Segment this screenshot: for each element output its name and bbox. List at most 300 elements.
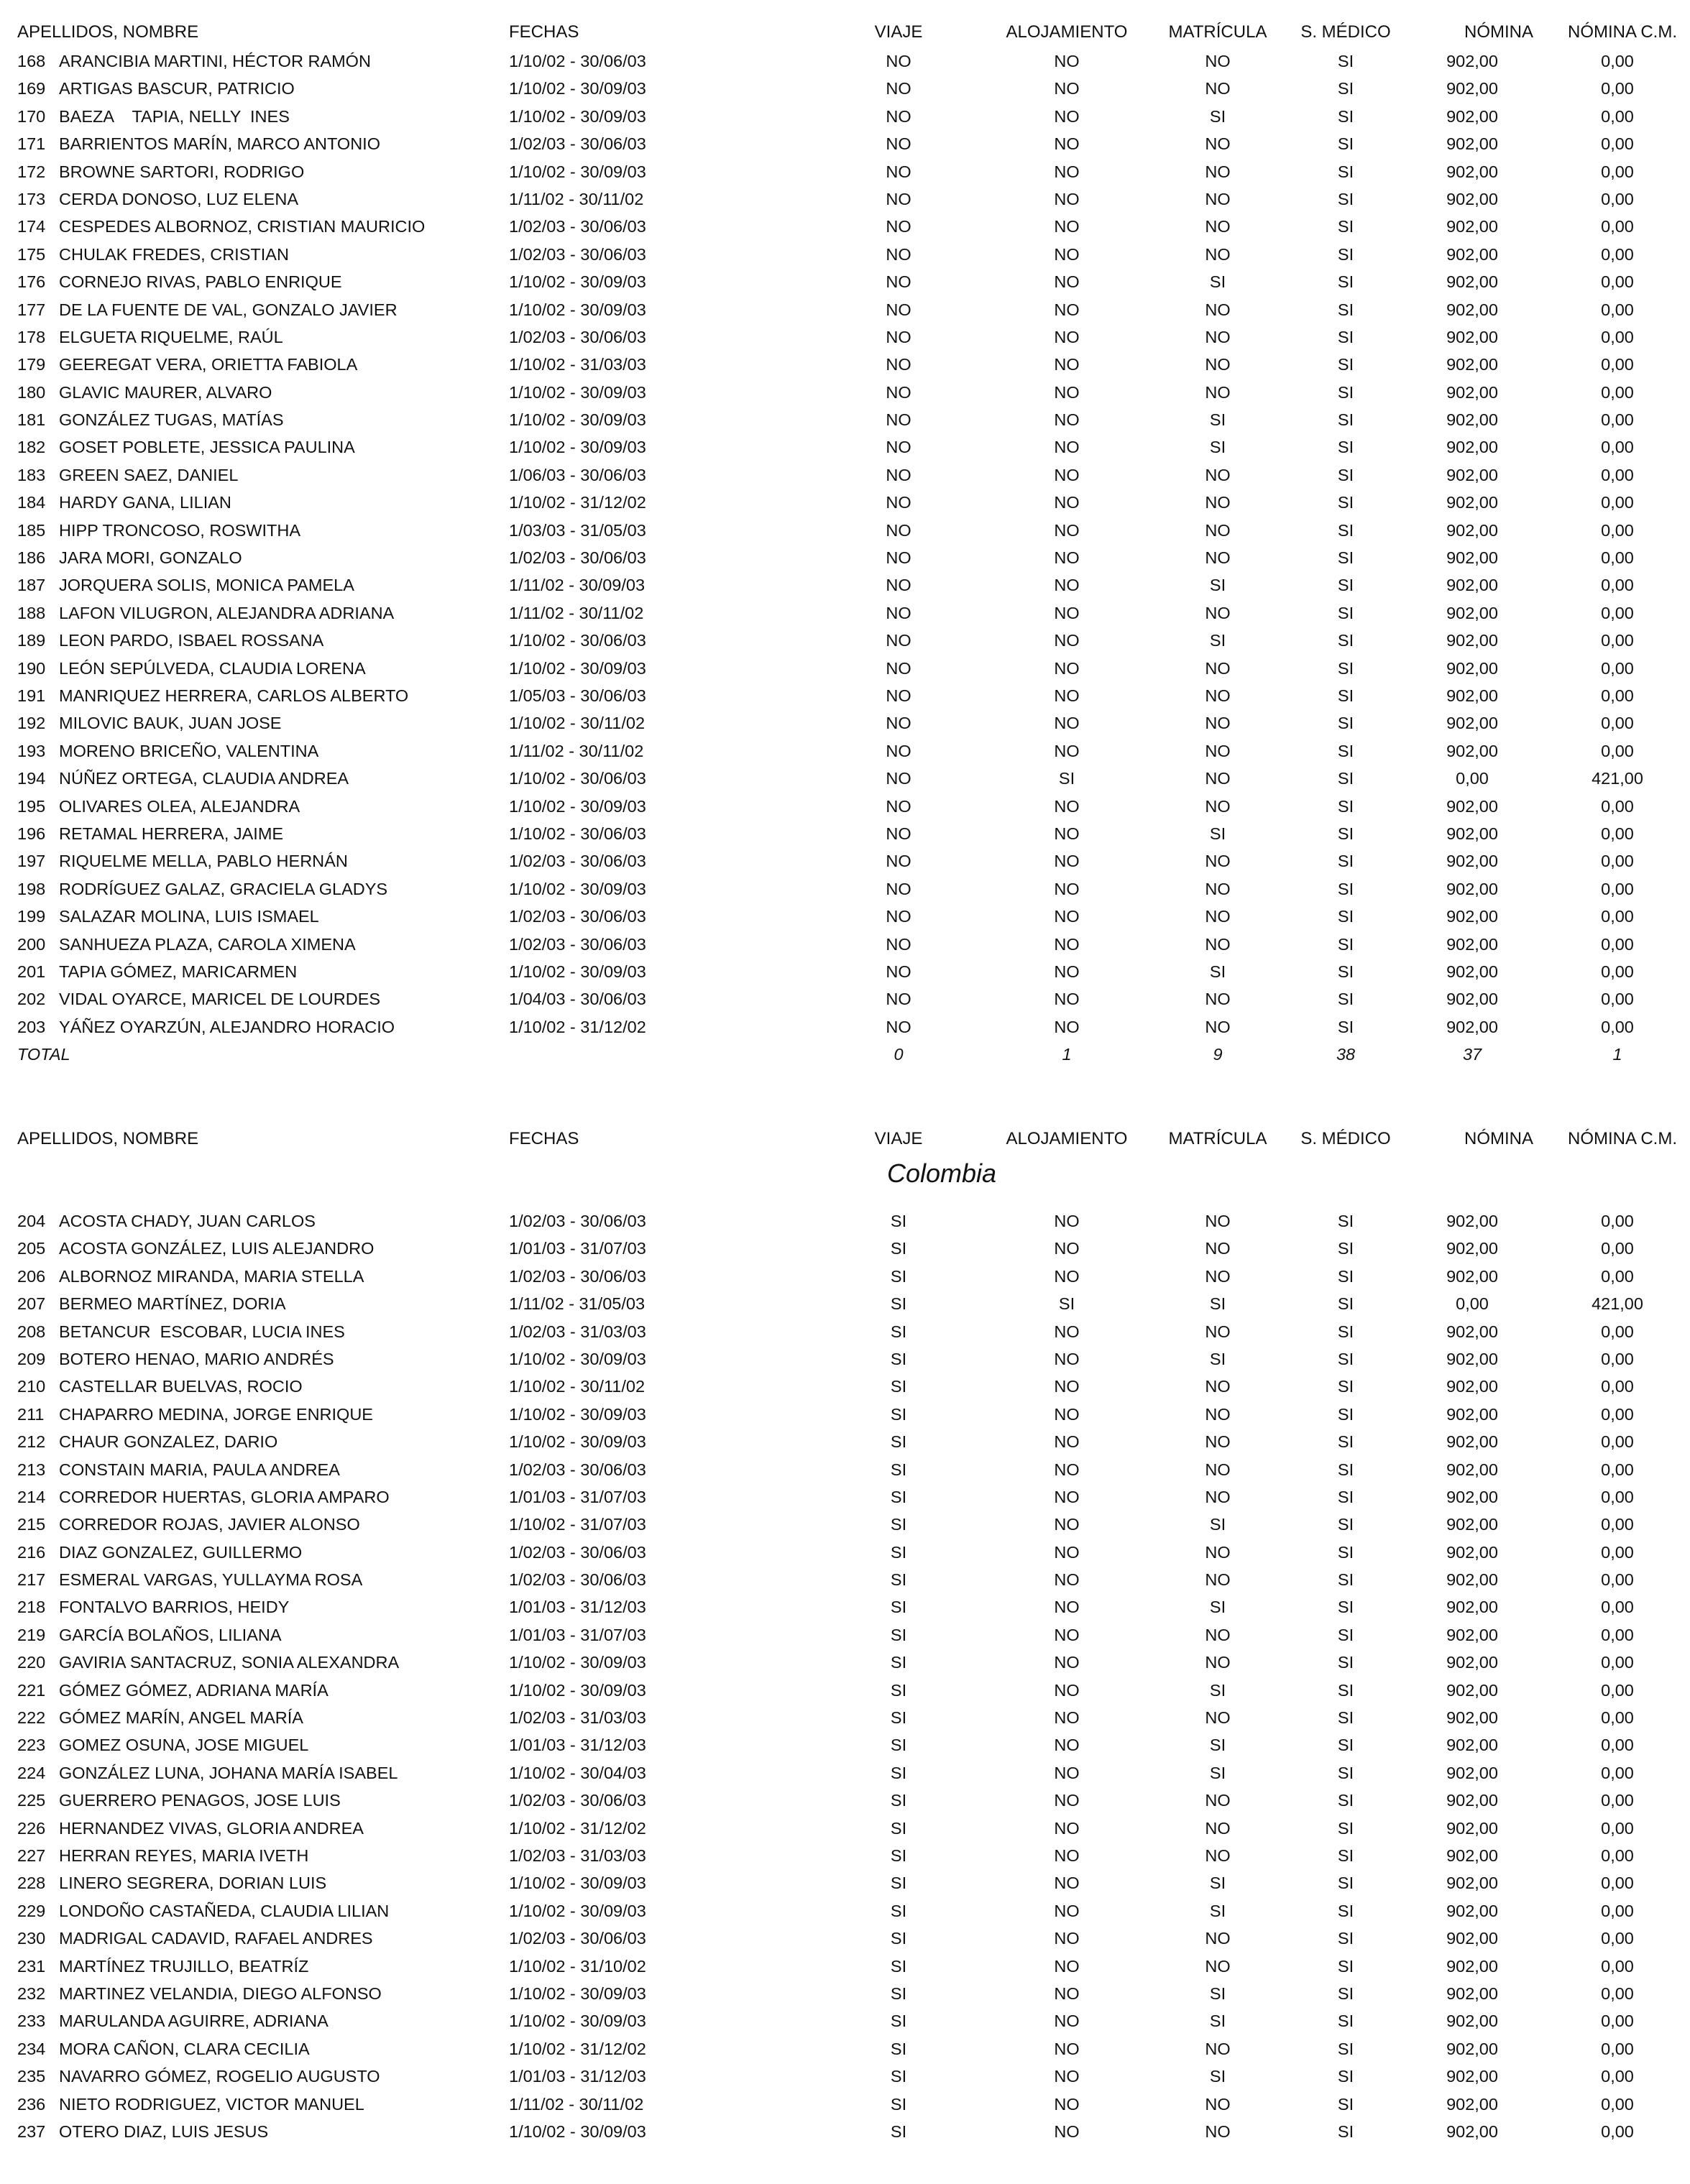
full-name: HIPP TRONCOSO, ROSWITHA bbox=[59, 520, 300, 540]
cell-fechas: 1/02/03 - 31/03/03 bbox=[509, 1846, 646, 1865]
table-row: 232 MARTINEZ VELANDIA, DIEGO ALFONSO 1/10/02 - 30/09/03 SI NO SI SI 902,00 0,00 bbox=[0, 1980, 1690, 2007]
row-number: 192 bbox=[17, 714, 46, 733]
cell-name bbox=[17, 1980, 382, 2007]
full-name: FONTALVO BARRIOS, HEIDY bbox=[59, 1598, 290, 1617]
row-number: 190 bbox=[17, 658, 46, 678]
full-name: GÓMEZ MARÍN, ANGEL MARÍA bbox=[59, 1708, 303, 1728]
row-number: 172 bbox=[17, 162, 46, 181]
table-row: 193 MORENO BRICEÑO, VALENTINA 1/11/02 - 30/11/02 NO NO NO SI 902,00 0,00 bbox=[0, 737, 1690, 765]
row-number: 214 bbox=[17, 1487, 46, 1506]
cell-fechas: 1/01/03 - 31/12/03 bbox=[509, 1598, 646, 1617]
cell-fechas: 1/10/02 - 30/09/03 bbox=[509, 79, 646, 98]
full-name: HERNANDEZ VIVAS, GLORIA ANDREA bbox=[59, 1818, 364, 1838]
cell-name bbox=[17, 323, 283, 351]
header-fechas: FECHAS bbox=[509, 1129, 579, 1148]
cell-fechas: 1/02/03 - 30/06/03 bbox=[509, 907, 646, 926]
table-row: 191 MANRIQUEZ HERRERA, CARLOS ALBERTO 1/05/03 - 30/06/03 NO NO NO SI 902,00 0,00 bbox=[0, 682, 1690, 709]
cell-fechas: 1/02/03 - 30/06/03 bbox=[509, 1542, 646, 1562]
cell-fechas: 1/11/02 - 30/09/03 bbox=[509, 576, 646, 595]
full-name: ARANCIBIA MARTINI, HÉCTOR RAMÓN bbox=[59, 52, 371, 70]
cell-name bbox=[17, 765, 349, 792]
cell-name bbox=[17, 268, 342, 295]
cell-name bbox=[17, 517, 300, 544]
full-name: LEÓN SEPÚLVEDA, CLAUDIA LORENA bbox=[59, 658, 366, 678]
table-row: 220 GAVIRIA SANTACRUZ, SONIA ALEXANDRA 1/10/02 - 30/09/03 SI NO NO SI 902,00 0,00 bbox=[0, 1649, 1690, 1676]
full-name: BETANCUR ESCOBAR, LUCIA INES bbox=[59, 1322, 345, 1341]
table-row: 230 MADRIGAL CADAVID, RAFAEL ANDRES 1/02/03 - 30/06/03 SI NO NO SI 902,00 0,00 bbox=[0, 1925, 1690, 1952]
full-name: YÁÑEZ OYARZÚN, ALEJANDRO HORACIO bbox=[59, 1017, 395, 1036]
row-number: 182 bbox=[17, 438, 46, 457]
table-row: 175 CHULAK FREDES, CRISTIAN 1/02/03 - 30/06/03 NO NO NO SI 902,00 0,00 bbox=[0, 241, 1690, 268]
row-number: 179 bbox=[17, 355, 46, 374]
row-number: 194 bbox=[17, 769, 46, 788]
cell-name bbox=[17, 571, 354, 599]
table-row: 168 ARANCIBIA MARTINI, HÉCTOR RAMÓN 1/10/02 - 30/06/03 NO NO NO SI 902,00 0,00 bbox=[0, 47, 1690, 75]
full-name: CHULAK FREDES, CRISTIAN bbox=[59, 244, 289, 264]
full-name: GOMEZ OSUNA, JOSE MIGUEL bbox=[59, 1736, 309, 1755]
full-name: SANHUEZA PLAZA, CAROLA XIMENA bbox=[59, 934, 356, 954]
full-name: GÓMEZ GÓMEZ, ADRIANA MARÍA bbox=[59, 1680, 329, 1700]
table-row: 185 HIPP TRONCOSO, ROSWITHA 1/03/03 - 31/05/03 NO NO NO SI 902,00 0,00 bbox=[0, 517, 1690, 544]
table-row: 196 RETAMAL HERRERA, JAIME 1/10/02 - 30/06/03 NO NO SI SI 902,00 0,00 bbox=[0, 820, 1690, 847]
table-row: 224 GONZÁLEZ LUNA, JOHANA MARÍA ISABEL 1/10/02 - 30/04/03 SI NO SI SI 902,00 0,00 bbox=[0, 1759, 1690, 1787]
row-number: 231 bbox=[17, 1956, 46, 1976]
cell-name bbox=[17, 1897, 389, 1925]
row-number: 234 bbox=[17, 2039, 46, 2058]
cell-name bbox=[17, 1759, 398, 1787]
table-row: 216 DIAZ GONZALEZ, GUILLERMO 1/02/03 - 30/06/03 SI NO NO SI 902,00 0,00 bbox=[0, 1539, 1690, 1566]
cell-fechas: 1/02/03 - 30/06/03 bbox=[509, 1791, 646, 1810]
row-number: 187 bbox=[17, 576, 46, 595]
cell-fechas: 1/02/03 - 30/06/03 bbox=[509, 1929, 646, 1948]
row-number: 178 bbox=[17, 327, 46, 346]
cell-name bbox=[17, 103, 290, 130]
full-name: GEEREGAT VERA, ORIETTA FABIOLA bbox=[59, 355, 358, 374]
country-name: Colombia bbox=[887, 1158, 997, 1188]
cell-name bbox=[17, 185, 298, 213]
total-label: TOTAL bbox=[17, 1045, 70, 1064]
full-name: BROWNE SARTORI, RODRIGO bbox=[59, 162, 305, 181]
cell-fechas: 1/11/02 - 31/05/03 bbox=[509, 1294, 646, 1314]
table-row: 212 CHAUR GONZALEZ, DARIO 1/10/02 - 30/09/03 SI NO NO SI 902,00 0,00 bbox=[0, 1428, 1690, 1455]
row-number: 199 bbox=[17, 907, 46, 926]
table-row: 178 ELGUETA RIQUELME, RAÚL 1/02/03 - 30/06/03 NO NO NO SI 902,00 0,00 bbox=[0, 323, 1690, 351]
total-row: TOTAL 0 1 9 38 37 1 bbox=[0, 1041, 1690, 1068]
full-name: CASTELLAR BUELVAS, ROCIO bbox=[59, 1377, 303, 1396]
full-name: MARULANDA AGUIRRE, ADRIANA bbox=[59, 2012, 329, 2031]
cell-fechas: 1/10/02 - 31/12/02 bbox=[509, 1818, 646, 1838]
full-name: ACOSTA GONZÁLEZ, LUIS ALEJANDRO bbox=[59, 1239, 375, 1258]
full-name: DIAZ GONZALEZ, GUILLERMO bbox=[59, 1542, 303, 1562]
table-row: 234 MORA CAÑON, CLARA CECILIA 1/10/02 - 31/12/02 SI NO NO SI 902,00 0,00 bbox=[0, 2035, 1690, 2063]
cell-fechas: 1/10/02 - 30/11/02 bbox=[509, 714, 646, 733]
full-name: ACOSTA CHADY, JUAN CARLOS bbox=[59, 1212, 316, 1230]
cell-fechas: 1/02/03 - 30/06/03 bbox=[509, 1460, 646, 1479]
cell-fechas: 1/02/03 - 30/06/03 bbox=[509, 852, 646, 871]
cell-name bbox=[17, 958, 297, 985]
row-number: 213 bbox=[17, 1460, 46, 1479]
full-name: SALAZAR MOLINA, LUIS ISMAEL bbox=[59, 907, 319, 926]
cell-fechas: 1/10/02 - 30/09/03 bbox=[509, 410, 646, 430]
table-row: 218 FONTALVO BARRIOS, HEIDY 1/01/03 - 31/12/03 SI NO SI SI 902,00 0,00 bbox=[0, 1593, 1690, 1621]
cell-name bbox=[17, 599, 394, 627]
table-row: 210 CASTELLAR BUELVAS, ROCIO 1/10/02 - 30/11/02 SI NO NO SI 902,00 0,00 bbox=[0, 1373, 1690, 1400]
table-row: 172 BROWNE SARTORI, RODRIGO 1/10/02 - 30/09/03 NO NO NO SI 902,00 0,00 bbox=[0, 158, 1690, 185]
full-name: LEON PARDO, ISBAEL ROSSANA bbox=[59, 631, 324, 650]
cell-fechas: 1/02/03 - 30/06/03 bbox=[509, 134, 646, 154]
row-number: 177 bbox=[17, 300, 46, 319]
row-number: 235 bbox=[17, 2067, 46, 2086]
table-row: 181 GONZÁLEZ TUGAS, MATÍAS 1/10/02 - 30/09/03 NO NO SI SI 902,00 0,00 bbox=[0, 406, 1690, 433]
row-number: 222 bbox=[17, 1708, 46, 1728]
cell-fechas: 1/10/02 - 30/11/02 bbox=[509, 1377, 646, 1396]
table-section-2 bbox=[0, 1125, 1690, 2145]
cell-name bbox=[17, 709, 281, 737]
full-name: MORA CAÑON, CLARA CECILIA bbox=[59, 2039, 310, 2058]
table-row: 173 CERDA DONOSO, LUZ ELENA 1/11/02 - 30/11/02 NO NO NO SI 902,00 0,00 bbox=[0, 185, 1690, 213]
full-name: JARA MORI, GONZALO bbox=[59, 548, 242, 568]
full-name: ARTIGAS BASCUR, PATRICIO bbox=[59, 79, 295, 98]
cell-name bbox=[17, 1677, 329, 1704]
row-number: 196 bbox=[17, 824, 46, 843]
cell-fechas: 1/10/02 - 31/07/03 bbox=[509, 1515, 646, 1534]
cell-name bbox=[17, 241, 289, 268]
cell-name bbox=[17, 2035, 310, 2063]
table-row: 235 NAVARRO GÓMEZ, ROGELIO AUGUSTO 1/01/03 - 31/12/03 SI NO SI SI 902,00 0,00 bbox=[0, 2063, 1690, 2090]
cell-name bbox=[17, 931, 356, 958]
table-row: 187 JORQUERA SOLIS, MONICA PAMELA 1/11/02 - 30/09/03 NO NO SI SI 902,00 0,00 bbox=[0, 571, 1690, 599]
cell-fechas: 1/10/02 - 30/09/03 bbox=[509, 1349, 646, 1368]
country-heading bbox=[0, 1154, 1690, 1207]
cell-name bbox=[17, 655, 366, 682]
table-row: 228 LINERO SEGRERA, DORIAN LUIS 1/10/02 - 30/09/03 SI NO SI SI 902,00 0,00 bbox=[0, 1869, 1690, 1897]
row-number: 169 bbox=[17, 79, 46, 98]
cell-name bbox=[17, 489, 231, 516]
cell-fechas: 1/10/02 - 30/09/03 bbox=[509, 962, 646, 981]
full-name: GREEN SAEZ, DANIEL bbox=[59, 465, 239, 484]
table-row: 201 TAPIA GÓMEZ, MARICARMEN 1/10/02 - 30/09/03 NO NO SI SI 902,00 0,00 bbox=[0, 958, 1690, 985]
table-row: 182 GOSET POBLETE, JESSICA PAULINA 1/10/02 - 30/09/03 NO NO SI SI 902,00 0,00 bbox=[0, 433, 1690, 461]
row-number: 186 bbox=[17, 548, 46, 568]
cell-name bbox=[17, 682, 408, 709]
row-number: 202 bbox=[17, 990, 46, 1009]
cell-fechas: 1/11/02 - 30/11/02 bbox=[509, 2094, 644, 2114]
row-number: 168 bbox=[17, 52, 46, 70]
cell-name bbox=[17, 903, 319, 930]
full-name: JORQUERA SOLIS, MONICA PAMELA bbox=[59, 576, 354, 595]
cell-fechas: 1/06/03 - 30/06/03 bbox=[509, 465, 646, 484]
full-name: CERDA DONOSO, LUZ ELENA bbox=[59, 189, 298, 208]
full-name: GARCÍA BOLAÑOS, LILIANA bbox=[59, 1625, 282, 1644]
cell-fechas: 1/02/03 - 30/06/03 bbox=[509, 217, 646, 236]
cell-fechas: 1/10/02 - 30/09/03 bbox=[509, 2121, 646, 2141]
full-name: MARTÍNEZ TRUJILLO, BEATRÍZ bbox=[59, 1956, 309, 1976]
table-row: 180 GLAVIC MAURER, ALVARO 1/10/02 - 30/09/03 NO NO NO SI 902,00 0,00 bbox=[0, 379, 1690, 406]
row-number: 188 bbox=[17, 603, 46, 622]
cell-name bbox=[17, 1953, 308, 1980]
cell-fechas: 1/01/03 - 31/07/03 bbox=[509, 1625, 646, 1644]
table-row: 192 MILOVIC BAUK, JUAN JOSE 1/10/02 - 30/11/02 NO NO NO SI 902,00 0,00 bbox=[0, 709, 1690, 737]
full-name: RETAMAL HERRERA, JAIME bbox=[59, 824, 284, 843]
cell-fechas: 1/10/02 - 30/06/03 bbox=[509, 631, 646, 650]
row-number: 221 bbox=[17, 1680, 46, 1700]
table-row: 237 OTERO DIAZ, LUIS JESUS 1/10/02 - 30/09/03 SI NO NO SI 902,00 0,00 bbox=[0, 2118, 1690, 2145]
cell-fechas: 1/11/02 - 30/11/02 bbox=[509, 741, 644, 760]
row-number: 170 bbox=[17, 106, 46, 126]
cell-fechas: 1/10/02 - 30/09/03 bbox=[509, 162, 646, 181]
table-row: 214 CORREDOR HUERTAS, GLORIA AMPARO 1/01/03 - 31/07/03 SI NO NO SI 902,00 0,00 bbox=[0, 1483, 1690, 1511]
cell-fechas: 1/10/02 - 30/06/03 bbox=[509, 52, 646, 70]
table-row: 188 LAFON VILUGRON, ALEJANDRA ADRIANA 1/11/02 - 30/11/02 NO NO NO SI 902,00 0,00 bbox=[0, 599, 1690, 627]
table-row: 223 GOMEZ OSUNA, JOSE MIGUEL 1/01/03 - 31/12/03 SI NO SI SI 902,00 0,00 bbox=[0, 1731, 1690, 1759]
cell-name bbox=[17, 379, 272, 406]
cell-fechas: 1/10/02 - 30/09/03 bbox=[509, 1874, 646, 1893]
row-number: 236 bbox=[17, 2094, 46, 2114]
cell-name bbox=[17, 2091, 364, 2118]
table-row: 205 ACOSTA GONZÁLEZ, LUIS ALEJANDRO 1/01/03 - 31/07/03 SI NO NO SI 902,00 0,00 bbox=[0, 1235, 1690, 1262]
cell-name bbox=[17, 1815, 364, 1842]
row-number: 193 bbox=[17, 741, 46, 760]
cell-name bbox=[17, 75, 295, 102]
cell-name bbox=[17, 47, 371, 75]
cell-fechas: 1/05/03 - 30/06/03 bbox=[509, 686, 646, 705]
table-row: 203 YÁÑEZ OYARZÚN, ALEJANDRO HORACIO 1/10/02 - 31/12/02 NO NO NO SI 902,00 0,00 bbox=[0, 1013, 1690, 1041]
full-name: NÚÑEZ ORTEGA, CLAUDIA ANDREA bbox=[59, 769, 349, 788]
row-number: 223 bbox=[17, 1736, 46, 1755]
table-body bbox=[0, 47, 1690, 1041]
row-number: 175 bbox=[17, 244, 46, 264]
cell-fechas: 1/10/02 - 30/09/03 bbox=[509, 1404, 646, 1424]
table-row: 231 MARTÍNEZ TRUJILLO, BEATRÍZ 1/10/02 - 31/10/02 SI NO NO SI 902,00 0,00 bbox=[0, 1953, 1690, 1980]
table-row: 211 CHAPARRO MEDINA, JORGE ENRIQUE 1/10/02 - 30/09/03 SI NO NO SI 902,00 0,00 bbox=[0, 1401, 1690, 1428]
full-name: CHAUR GONZALEZ, DARIO bbox=[59, 1432, 278, 1452]
cell-fechas: 1/04/03 - 30/06/03 bbox=[509, 990, 646, 1009]
cell-name bbox=[17, 544, 242, 571]
row-number: 207 bbox=[17, 1294, 46, 1314]
cell-name bbox=[17, 875, 387, 903]
full-name: MANRIQUEZ HERRERA, CARLOS ALBERTO bbox=[59, 686, 409, 705]
header-fechas: FECHAS bbox=[509, 22, 579, 42]
row-number: 198 bbox=[17, 879, 46, 898]
header-apellidos: APELLIDOS, NOMBRE bbox=[17, 1129, 199, 1148]
cell-fechas: 1/02/03 - 31/03/03 bbox=[509, 1708, 646, 1728]
row-number: 230 bbox=[17, 1929, 46, 1948]
cell-fechas: 1/10/02 - 31/12/02 bbox=[509, 2039, 646, 2058]
cell-name bbox=[17, 158, 304, 185]
table-body bbox=[0, 1207, 1690, 2145]
cell-fechas: 1/10/02 - 30/06/03 bbox=[509, 824, 646, 843]
full-name: TAPIA GÓMEZ, MARICARMEN bbox=[59, 962, 298, 981]
cell-name bbox=[17, 1566, 362, 1593]
cell-fechas: 1/02/03 - 30/06/03 bbox=[509, 327, 646, 346]
full-name: NIETO RODRIGUEZ, VICTOR MANUEL bbox=[59, 2094, 364, 2114]
cell-name bbox=[17, 1925, 373, 1952]
full-name: MORENO BRICEÑO, VALENTINA bbox=[59, 741, 319, 760]
row-number: 220 bbox=[17, 1653, 46, 1672]
row-number: 219 bbox=[17, 1625, 46, 1644]
cell-fechas: 1/10/02 - 30/09/03 bbox=[509, 879, 646, 898]
row-number: 224 bbox=[17, 1763, 46, 1782]
full-name: MARTINEZ VELANDIA, DIEGO ALFONSO bbox=[59, 1983, 382, 2003]
row-number: 215 bbox=[17, 1515, 46, 1534]
cell-name bbox=[17, 2063, 380, 2090]
row-number: 204 bbox=[17, 1212, 46, 1230]
cell-name bbox=[17, 737, 318, 765]
full-name: GOSET POBLETE, JESSICA PAULINA bbox=[59, 438, 355, 457]
cell-fechas: 1/10/02 - 31/10/02 bbox=[509, 1956, 646, 1976]
cell-name bbox=[17, 1621, 282, 1649]
full-name: BAEZA TAPIA, NELLY INES bbox=[59, 106, 290, 126]
table-row: 208 BETANCUR ESCOBAR, LUCIA INES 1/02/03 - 31/03/03 SI NO NO SI 902,00 0,00 bbox=[0, 1318, 1690, 1345]
cell-name bbox=[17, 1401, 373, 1428]
row-number: 212 bbox=[17, 1432, 46, 1452]
row-number: 173 bbox=[17, 189, 46, 208]
cell-name bbox=[17, 1456, 340, 1483]
cell-name bbox=[17, 1511, 360, 1538]
cell-name bbox=[17, 1373, 303, 1400]
cell-name bbox=[17, 1345, 334, 1373]
table-row: 219 GARCÍA BOLAÑOS, LILIANA 1/01/03 - 31/07/03 SI NO NO SI 902,00 0,00 bbox=[0, 1621, 1690, 1649]
table-row: 215 CORREDOR ROJAS, JAVIER ALONSO 1/10/02 - 31/07/03 SI NO SI SI 902,00 0,00 bbox=[0, 1511, 1690, 1538]
table-row: 171 BARRIENTOS MARÍN, MARCO ANTONIO 1/02/03 - 30/06/03 NO NO NO SI 902,00 0,00 bbox=[0, 130, 1690, 157]
full-name: NAVARRO GÓMEZ, ROGELIO AUGUSTO bbox=[59, 2067, 380, 2086]
row-number: 211 bbox=[17, 1404, 45, 1424]
cell-name bbox=[17, 1013, 395, 1041]
cell-name bbox=[17, 1318, 345, 1345]
cell-fechas: 1/02/03 - 30/06/03 bbox=[509, 548, 646, 568]
cell-name bbox=[17, 130, 380, 157]
table-row: 190 LEÓN SEPÚLVEDA, CLAUDIA LORENA 1/10/02 - 30/09/03 NO NO NO SI 902,00 0,00 bbox=[0, 655, 1690, 682]
row-number: 183 bbox=[17, 465, 46, 484]
full-name: GLAVIC MAURER, ALVARO bbox=[59, 382, 272, 402]
cell-name bbox=[17, 1290, 286, 1317]
cell-name bbox=[17, 1787, 341, 1814]
table-row: 195 OLIVARES OLEA, ALEJANDRA 1/10/02 - 30/09/03 NO NO NO SI 902,00 0,00 bbox=[0, 793, 1690, 820]
row-number: 205 bbox=[17, 1239, 46, 1258]
full-name: LINERO SEGRERA, DORIAN LUIS bbox=[59, 1874, 327, 1893]
table-row: 183 GREEN SAEZ, DANIEL 1/06/03 - 30/06/03 NO NO NO SI 902,00 0,00 bbox=[0, 461, 1690, 489]
cell-fechas: 1/10/02 - 30/09/03 bbox=[509, 272, 646, 292]
table-row: 194 NÚÑEZ ORTEGA, CLAUDIA ANDREA 1/10/02 - 30/06/03 NO SI NO SI 0,00 421,00 bbox=[0, 765, 1690, 792]
full-name: OTERO DIAZ, LUIS JESUS bbox=[59, 2121, 269, 2141]
cell-fechas: 1/10/02 - 30/09/03 bbox=[509, 2012, 646, 2031]
cell-fechas: 1/10/02 - 31/12/02 bbox=[509, 1017, 646, 1036]
cell-fechas: 1/10/02 - 30/09/03 bbox=[509, 382, 646, 402]
row-number: 210 bbox=[17, 1377, 46, 1396]
table-row: 221 GÓMEZ GÓMEZ, ADRIANA MARÍA 1/10/02 - 30/09/03 SI NO SI SI 902,00 0,00 bbox=[0, 1677, 1690, 1704]
cell-fechas: 1/10/02 - 30/09/03 bbox=[509, 796, 646, 816]
full-name: CESPEDES ALBORNOZ, CRISTIAN MAURICIO bbox=[59, 217, 426, 236]
table-row: 176 CORNEJO RIVAS, PABLO ENRIQUE 1/10/02 - 30/09/03 NO NO SI SI 902,00 0,00 bbox=[0, 268, 1690, 295]
cell-name bbox=[17, 985, 380, 1013]
cell-fechas: 1/10/02 - 30/09/03 bbox=[509, 1901, 646, 1920]
full-name: BOTERO HENAO, MARIO ANDRÉS bbox=[59, 1349, 334, 1368]
cell-fechas: 1/02/03 - 30/06/03 bbox=[509, 1570, 646, 1590]
full-name: GAVIRIA SANTACRUZ, SONIA ALEXANDRA bbox=[59, 1653, 400, 1672]
row-number: 216 bbox=[17, 1542, 46, 1562]
cell-name bbox=[17, 1235, 374, 1262]
full-name: BERMEO MARTÍNEZ, DORIA bbox=[59, 1294, 286, 1314]
table-row: 213 CONSTAIN MARIA, PAULA ANDREA 1/02/03 - 30/06/03 SI NO NO SI 902,00 0,00 bbox=[0, 1456, 1690, 1483]
full-name: DE LA FUENTE DE VAL, GONZALO JAVIER bbox=[59, 300, 398, 319]
table-row: 204 ACOSTA CHADY, JUAN CARLOS 1/02/03 - 30/06/03 SI NO NO SI 902,00 0,00 bbox=[0, 1207, 1690, 1235]
full-name: ALBORNOZ MIRANDA, MARIA STELLA bbox=[59, 1266, 364, 1286]
row-number: 229 bbox=[17, 1901, 46, 1920]
cell-name bbox=[17, 1731, 308, 1759]
full-name: LONDOÑO CASTAÑEDA, CLAUDIA LILIAN bbox=[59, 1901, 390, 1920]
table-row: 174 CESPEDES ALBORNOZ, CRISTIAN MAURICIO 1/02/03 - 30/06/03 NO NO NO SI 902,00 0,00 bbox=[0, 213, 1690, 240]
row-number: 195 bbox=[17, 796, 46, 816]
cell-fechas: 1/02/03 - 30/06/03 bbox=[509, 244, 646, 264]
cell-name bbox=[17, 2007, 329, 2035]
row-number: 191 bbox=[17, 686, 46, 705]
row-number: 200 bbox=[17, 934, 46, 954]
cell-name bbox=[17, 351, 357, 378]
cell-name bbox=[17, 1649, 399, 1676]
cell-fechas: 1/10/02 - 30/09/03 bbox=[509, 106, 646, 126]
row-number: 209 bbox=[17, 1349, 46, 1368]
full-name: ELGUETA RIQUELME, RAÚL bbox=[59, 327, 283, 346]
cell-name bbox=[17, 1428, 277, 1455]
cell-fechas: 1/10/02 - 30/09/03 bbox=[509, 658, 646, 678]
table-row: 202 VIDAL OYARCE, MARICEL DE LOURDES 1/04/03 - 30/06/03 NO NO NO SI 902,00 0,00 bbox=[0, 985, 1690, 1013]
table-row: 206 ALBORNOZ MIRANDA, MARIA STELLA 1/02/03 - 30/06/03 SI NO NO SI 902,00 0,00 bbox=[0, 1263, 1690, 1290]
row-number: 185 bbox=[17, 520, 46, 540]
cell-name bbox=[17, 820, 283, 847]
full-name: CORNEJO RIVAS, PABLO ENRIQUE bbox=[59, 272, 342, 292]
table-row: 198 RODRÍGUEZ GALAZ, GRACIELA GLADYS 1/10/02 - 30/09/03 NO NO NO SI 902,00 0,00 bbox=[0, 875, 1690, 903]
cell-fechas: 1/03/03 - 31/05/03 bbox=[509, 520, 646, 540]
cell-name bbox=[17, 847, 348, 875]
cell-name bbox=[17, 1842, 308, 1869]
full-name: GUERRERO PENAGOS, JOSE LUIS bbox=[59, 1791, 341, 1810]
cell-fechas: 1/01/03 - 31/12/03 bbox=[509, 1736, 646, 1755]
row-number: 217 bbox=[17, 1570, 46, 1590]
table-row: 226 HERNANDEZ VIVAS, GLORIA ANDREA 1/10/02 - 31/12/02 SI NO NO SI 902,00 0,00 bbox=[0, 1815, 1690, 1842]
table-row: 170 BAEZA TAPIA, NELLY INES 1/10/02 - 30/09/03 NO NO SI SI 902,00 0,00 bbox=[0, 103, 1690, 130]
row-number: 233 bbox=[17, 2012, 46, 2031]
cell-name bbox=[17, 296, 398, 323]
cell-name bbox=[17, 2118, 268, 2145]
cell-name bbox=[17, 213, 425, 240]
cell-name bbox=[17, 461, 238, 489]
cell-name bbox=[17, 1593, 289, 1621]
row-number: 197 bbox=[17, 852, 46, 871]
table-header: APELLIDOS, NOMBRE FECHAS VIAJE ALOJAMIENTO MATRÍCULA S. MÉDICO NÓMINA NÓMINA C.M. bbox=[0, 19, 1690, 47]
cell-fechas: 1/02/03 - 30/06/03 bbox=[509, 1212, 646, 1230]
table-row: 200 SANHUEZA PLAZA, CAROLA XIMENA 1/02/03 - 30/06/03 NO NO NO SI 902,00 0,00 bbox=[0, 931, 1690, 958]
cell-fechas: 1/02/03 - 31/03/03 bbox=[509, 1322, 646, 1341]
full-name: CORREDOR HUERTAS, GLORIA AMPARO bbox=[59, 1487, 390, 1506]
cell-name bbox=[17, 793, 300, 820]
row-number: 176 bbox=[17, 272, 46, 292]
table-row: 229 LONDOÑO CASTAÑEDA, CLAUDIA LILIAN 1/10/02 - 30/09/03 SI NO SI SI 902,00 0,00 bbox=[0, 1897, 1690, 1925]
cell-fechas: 1/10/02 - 31/03/03 bbox=[509, 355, 646, 374]
full-name: MILOVIC BAUK, JUAN JOSE bbox=[59, 714, 282, 733]
row-number: 181 bbox=[17, 410, 46, 430]
cell-name bbox=[17, 406, 284, 433]
full-name: GONZÁLEZ TUGAS, MATÍAS bbox=[59, 410, 284, 430]
row-number: 237 bbox=[17, 2121, 46, 2141]
full-name: CORREDOR ROJAS, JAVIER ALONSO bbox=[59, 1515, 360, 1534]
cell-fechas: 1/10/02 - 31/12/02 bbox=[509, 493, 646, 512]
cell-fechas: 1/10/02 - 30/09/03 bbox=[509, 438, 646, 457]
cell-name bbox=[17, 1704, 303, 1731]
full-name: MADRIGAL CADAVID, RAFAEL ANDRES bbox=[59, 1929, 373, 1948]
row-number: 218 bbox=[17, 1598, 46, 1617]
table-header: APELLIDOS, NOMBRE FECHAS VIAJE ALOJAMIENTO MATRÍCULA S. MÉDICO NÓMINA NÓMINA C.M. bbox=[0, 1125, 1690, 1154]
cell-fechas: 1/01/03 - 31/07/03 bbox=[509, 1487, 646, 1506]
